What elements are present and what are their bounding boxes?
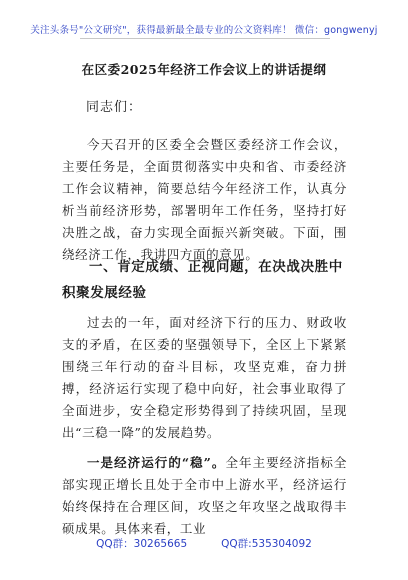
paragraph-stability xyxy=(62,452,347,540)
document-title: 在区委2025年经济工作会议上的讲话提纲 xyxy=(81,62,327,77)
footer-contacts xyxy=(0,536,408,551)
paragraph-intro: 今天召开的区委全会暨区委经济工作会议，主要任务是，全面贯彻落实中央和省、市委经济工作会议精神，简要总结今年经济工作，认真分析当前经济形势，部署明年工作任务，坚持打好决胜之战，奋力实现全面振兴新突破。下面，围绕经济工作，我讲四方面的意见。 xyxy=(62,137,347,262)
paragraph-lead-text: 一是经济运行的“稳”。 xyxy=(87,455,226,470)
footer-qq-group-1: QQ群：30265665 xyxy=(96,538,188,550)
paragraph-body-text: 全年主要经济指标全部实现正增长且处于全市中上游水平，经济运行始终保持在合理区间，攻坚之年攻坚之战取得丰硕成果。具体来看，工业 xyxy=(62,455,347,536)
header-banner: 关注头条号"公文研究"，获得最新最全最专业的公文资料库！ 微信：gongwenyj xyxy=(30,25,378,36)
header-divider xyxy=(80,38,330,39)
paragraph-achievements: 过去的一年，面对经济下行的压力、财政收支的矛盾，在区委的坚强领导下，全区上下紧紧围绕三年行动的奋斗目标，攻坚克难，奋力拼搏，经济运行实现了稳中向好，社会事业取得了全面进步，安全稳定形势得到了持续巩固，呈现出“三稳一降”的发展趋势。 xyxy=(62,315,347,440)
salutation: 同志们： xyxy=(86,100,143,115)
footer-qq-group-2: QQ群:535304092 xyxy=(221,538,312,550)
section-heading-1: 一、肯定成绩、正视问题，在决战决胜中积聚发展经验 xyxy=(62,259,343,301)
